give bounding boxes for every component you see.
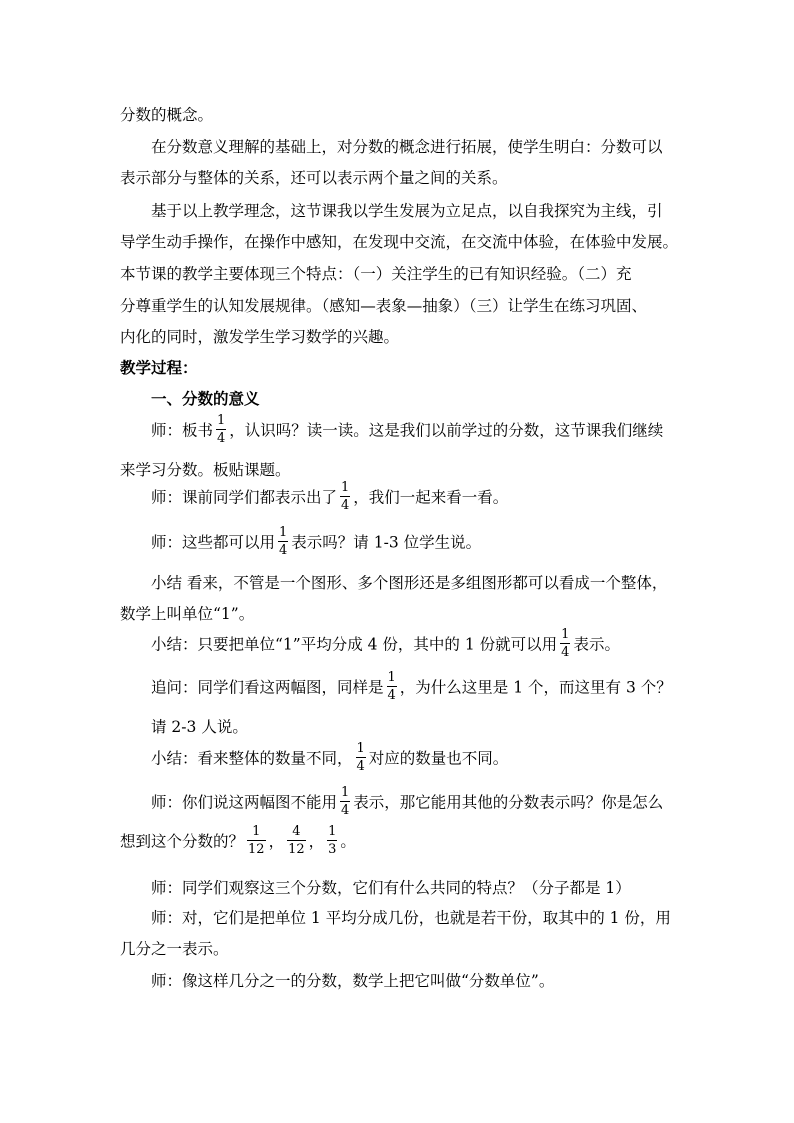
paragraph-line: 几分之一表示。 — [120, 940, 229, 958]
paragraph-line: 本节课的教学主要体现三个特点：（一）关注学生的已有知识经验。（二）充 — [120, 265, 632, 283]
fraction-numerator: 4 — [287, 825, 306, 841]
paragraph-line: 表示部分与整体的关系，还可以表示两个量之间的关系。 — [120, 169, 508, 187]
text-segment: 对应的数量也不同。 — [368, 749, 509, 768]
paragraph-line — [151, 480, 509, 514]
fraction-numerator: 1 — [279, 525, 288, 540]
paragraph-line — [151, 413, 664, 447]
paragraph-line: 小结 看来，不管是一个图形、多个图形还是多组图形都可以看成一个整体， — [151, 574, 668, 592]
text-segment: ，认识吗？读一读。这是我们以前学过的分数，这节课我们继续 — [229, 421, 664, 440]
paragraph-line: 来学习分数。板贴课题。 — [120, 461, 291, 479]
fraction-denominator: 4 — [217, 431, 226, 446]
fraction-one-quarter — [216, 414, 226, 445]
fraction-numerator: 1 — [341, 480, 350, 495]
paragraph-line: 师：对，它们是把单位 1 平均分成几份，也就是若干份，取其中的 1 份，用 — [151, 909, 671, 927]
fraction-numerator: 1 — [387, 670, 396, 685]
fraction-four-twelfths — [287, 825, 306, 856]
text-segment: 想到这个分数的？ — [120, 832, 245, 851]
text-segment: 师：你们说这两幅图不能用 — [151, 793, 338, 812]
fraction-denominator: 4 — [561, 645, 570, 660]
text-segment: 师：课前同学们都表示出了 — [151, 488, 338, 507]
fraction-denominator: 4 — [341, 498, 350, 513]
paragraph-line — [120, 824, 356, 858]
text-segment: 追问：同学们看这两幅图，同样是 — [151, 678, 384, 697]
paragraph-line: 基于以上教学理念，这节课我以学生发展为立足点，以自我探究为主线，引 — [151, 202, 663, 220]
paragraph-line — [151, 670, 672, 704]
fraction-denominator: 4 — [387, 688, 396, 703]
fraction-one-quarter — [560, 628, 570, 659]
fraction-one-twelfth — [247, 825, 266, 856]
text-segment: 表示。 — [573, 635, 620, 654]
fraction-numerator: 1 — [356, 741, 365, 756]
paragraph-line — [151, 741, 509, 775]
fraction-one-third — [327, 825, 337, 856]
paragraph-line: 分尊重学生的认知发展规律。（感知—表象—抽象）（三）让学生在练习巩固、 — [120, 297, 648, 315]
paragraph-line — [151, 785, 664, 819]
separator: ， — [308, 832, 325, 851]
fraction-numerator: 1 — [247, 825, 266, 841]
text-segment: 小结：看来整体的数量不同， — [151, 749, 353, 768]
fraction-numerator: 1 — [341, 785, 350, 800]
text-segment: ，为什么这里是 1 个，而这里有 3 个？ — [399, 678, 672, 697]
fraction-one-quarter — [356, 742, 366, 773]
text-segment: 师：板书 — [151, 421, 214, 440]
heading-teaching-process: 教学过程： — [120, 358, 198, 377]
paragraph-line: 数学上叫单位“1”。 — [120, 605, 255, 623]
fraction-numerator: 1 — [217, 413, 226, 428]
text-segment: 表示吗？请 1-3 位学生说。 — [291, 533, 482, 552]
fraction-one-quarter — [340, 481, 350, 512]
text-segment: 师：这些都可以用 — [151, 533, 276, 552]
paragraph-line: 师：同学们观察这三个分数，它们有什么共同的特点？（分子都是 1） — [151, 879, 631, 897]
paragraph-line — [151, 525, 482, 559]
text-segment: 小结：只要把单位“1”平均分成 4 份，其中的 1 份就可以用 — [151, 635, 558, 654]
fraction-denominator: 12 — [288, 842, 305, 857]
text-segment: 表示，那它能用其他的分数表示吗？你是怎么 — [353, 793, 664, 812]
paragraph-line: 在分数意义理解的基础上，对分数的概念进行拓展，使学生明白：分数可以 — [151, 138, 663, 156]
paragraph-line: 请 2-3 人说。 — [151, 718, 248, 736]
end-mark: 。 — [340, 832, 356, 851]
fraction-numerator: 1 — [328, 824, 337, 839]
heading-section-1: 一、分数的意义 — [151, 389, 260, 408]
fraction-denominator: 4 — [356, 759, 365, 774]
fraction-one-quarter — [340, 786, 350, 817]
fraction-denominator: 3 — [328, 842, 337, 857]
paragraph-line: 分数的概念。 — [120, 106, 214, 124]
fraction-denominator: 4 — [279, 543, 288, 558]
fraction-one-quarter — [387, 671, 397, 702]
fraction-denominator: 12 — [248, 842, 265, 857]
paragraph-line: 导学生动手操作，在操作中感知，在发现中交流，在交流中体验，在体验中发展。 — [120, 233, 679, 251]
separator: ， — [268, 832, 285, 851]
paragraph-line: 师：像这样几分之一的分数，数学上把它叫做“分数单位”。 — [151, 972, 555, 990]
fraction-numerator: 1 — [561, 627, 570, 642]
fraction-one-quarter — [278, 526, 288, 557]
paragraph-line — [151, 627, 620, 661]
paragraph-line: 内化的同时，激发学生学习数学的兴趣。 — [120, 328, 400, 346]
fraction-denominator: 4 — [341, 803, 350, 818]
text-segment: ，我们一起来看一看。 — [353, 488, 509, 507]
